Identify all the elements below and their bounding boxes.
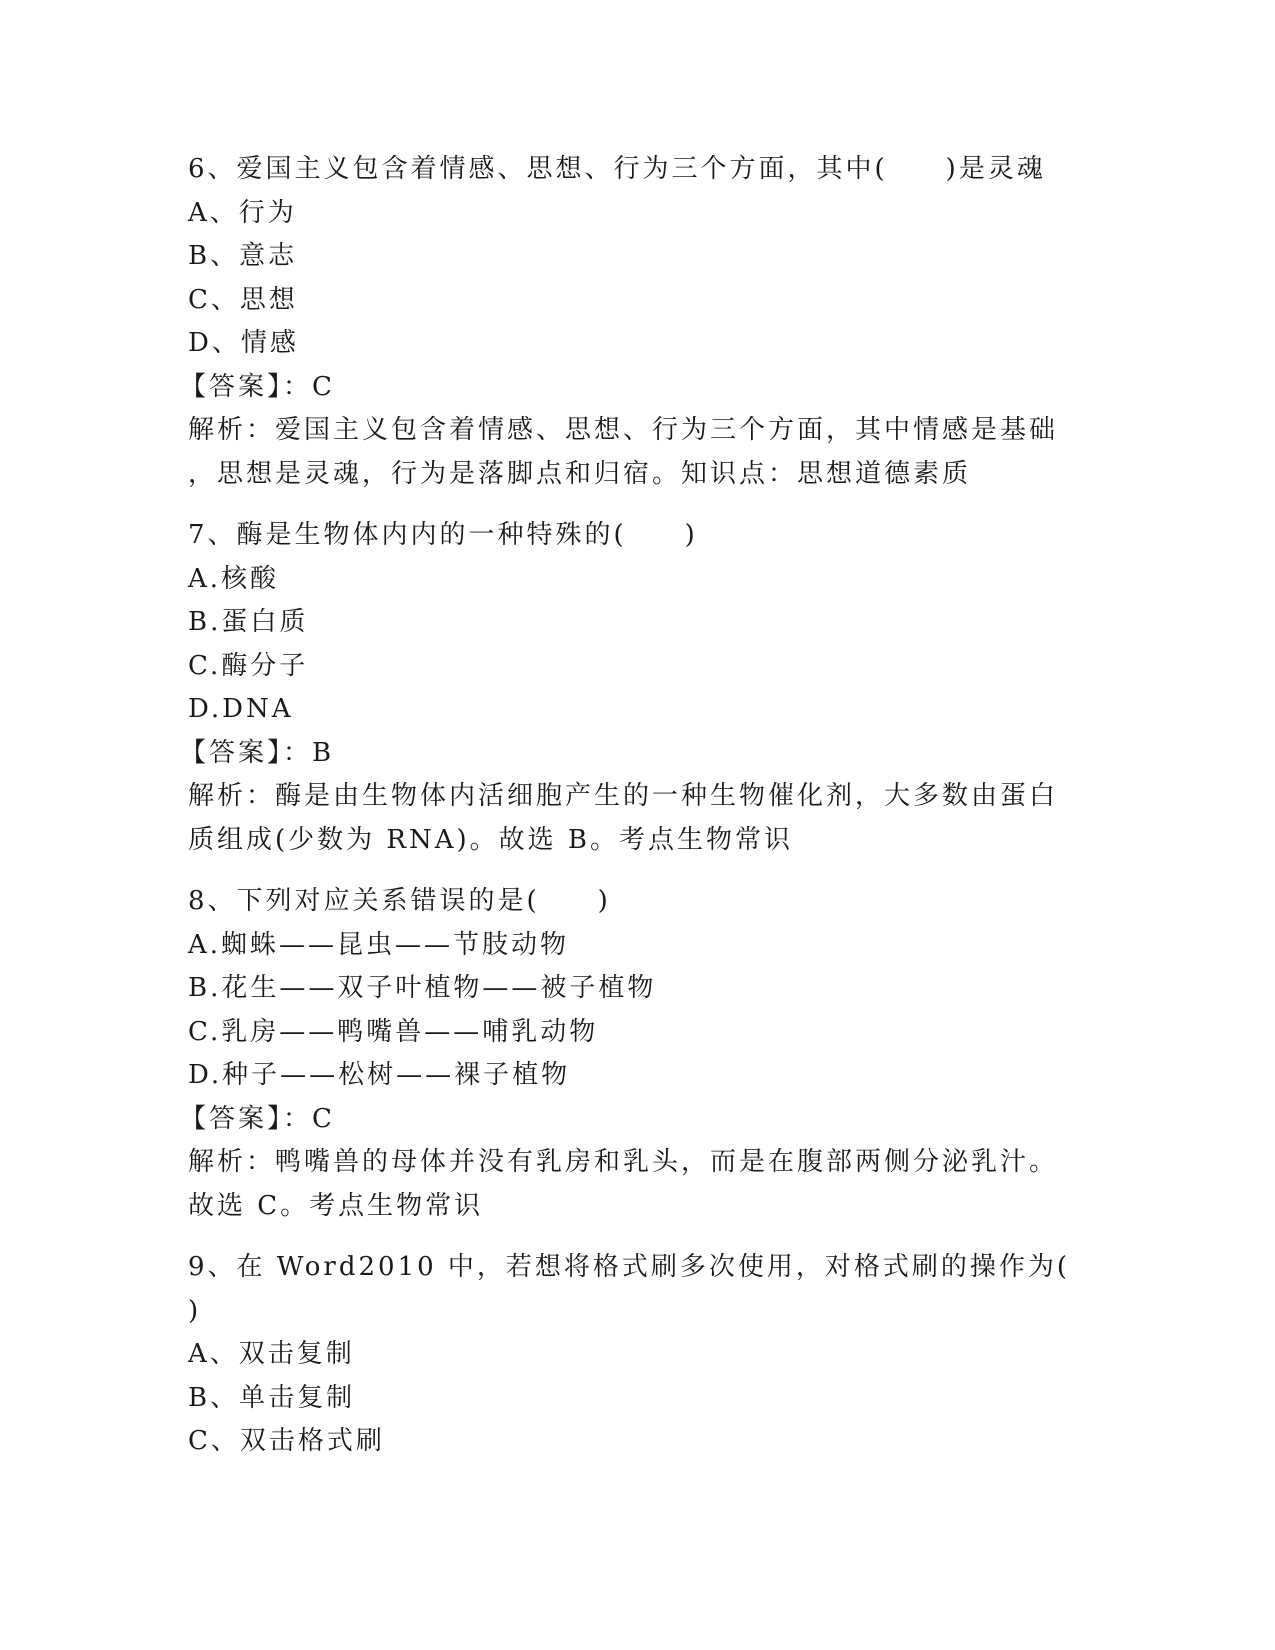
answer: 【答案】：C: [180, 1103, 335, 1134]
option-a: A.蜘蛛——昆虫——节肢动物: [188, 929, 570, 960]
analysis-line-1: 解析：鸭嘴兽的母体并没有乳房和乳头，而是在腹部两侧分泌乳汁。: [188, 1147, 1059, 1177]
analysis-line-1: 解析：爱国主义包含着情感、思想、行为三个方面，其中情感是基础: [188, 415, 1059, 445]
question-6: [180, 148, 1088, 496]
option-d: D.DNA: [188, 694, 294, 724]
option-b: B、意志: [188, 241, 298, 271]
question-stem-continued: ): [188, 1295, 202, 1326]
option-c: C.酶分子: [188, 650, 309, 681]
analysis-line-2: 故选 C。考点生物常识: [188, 1190, 484, 1221]
option-d: D、情感: [188, 328, 299, 358]
analysis-line-1: 解析：酶是由生物体内活细胞产生的一种生物催化剂，大多数由蛋白: [188, 781, 1059, 811]
answer: 【答案】：C: [180, 371, 335, 402]
option-a: A、行为: [188, 197, 297, 228]
option-c: C、双击格式刷: [188, 1426, 385, 1456]
option-b: B.花生——双子叶植物——被子植物: [188, 973, 657, 1003]
option-b: B、单击复制: [188, 1382, 356, 1413]
option-b: B.蛋白质: [188, 607, 309, 637]
question-9: [188, 1246, 1088, 1464]
analysis-line-2: ，思想是灵魂，行为是落脚点和归宿。知识点：思想道德素质: [188, 458, 972, 489]
question-7: [180, 514, 1088, 862]
document-page: [180, 148, 1088, 1464]
question-stem: 6、爱国主义包含着情感、思想、行为三个方面，其中( )是灵魂: [188, 154, 1046, 184]
option-c: C.乳房——鸭嘴兽——哺乳动物: [188, 1016, 599, 1047]
option-c: C、思想: [188, 284, 298, 315]
question-stem: 9、在 Word2010 中，若想将格式刷多次使用，对格式刷的操作为(: [188, 1252, 1071, 1282]
question-stem: 8、下列对应关系错误的是( ): [188, 886, 611, 916]
option-a: A.核酸: [188, 563, 280, 594]
answer: 【答案】：B: [180, 737, 335, 768]
analysis-line-2: 质组成(少数为 RNA)。故选 B。考点生物常识: [188, 824, 794, 855]
option-a: A、双击复制: [188, 1339, 355, 1369]
question-8: [180, 880, 1088, 1228]
option-d: D.种子——松树——裸子植物: [188, 1060, 571, 1090]
question-stem: 7、酶是生物体内内的一种特殊的( ): [188, 520, 698, 550]
